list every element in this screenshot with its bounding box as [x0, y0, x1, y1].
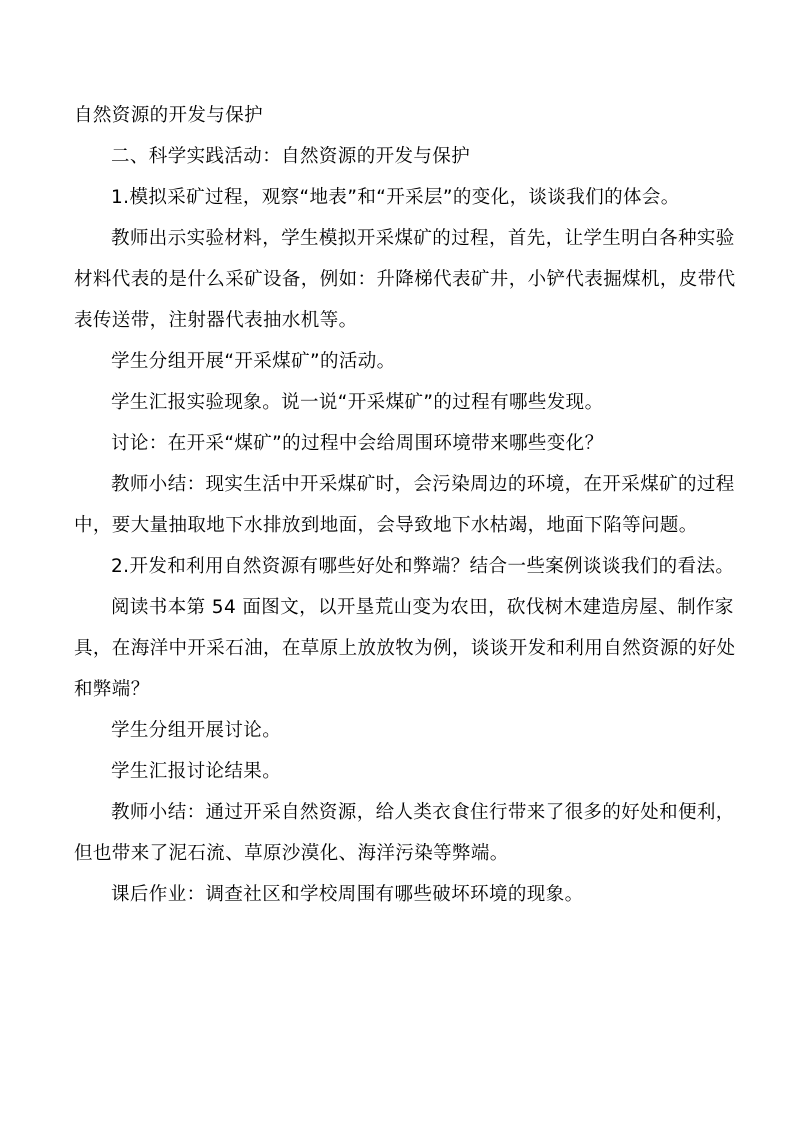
paragraph-teacher-materials	[74, 223, 736, 336]
paragraph-line: 表传送带，注射器代表抽水机等。	[74, 310, 358, 331]
section-heading: 二、科学实践活动：自然资源的开发与保护	[111, 146, 471, 167]
paragraph-group-discussion	[74, 715, 728, 746]
paragraph-report-phenomena	[74, 387, 728, 418]
paragraph-homework	[74, 879, 728, 910]
paragraph-step-1	[74, 182, 728, 213]
paragraph-teacher-summary-2	[74, 797, 735, 869]
paragraph-line: 学生汇报讨论结果。	[111, 761, 282, 782]
paragraph-line: 教师出示实验材料，学生模拟开采煤矿的过程，首先，让学生明白各种实验	[111, 228, 735, 249]
paragraph-line: 材料代表的是什么采矿设备，例如：升降梯代表矿井，小铲代表掘煤机，皮带代	[74, 269, 736, 290]
paragraph-step-2	[74, 551, 735, 582]
paragraph-teacher-summary-1	[74, 469, 735, 541]
paragraph-line: 但也带来了泥石流、草原沙漠化、海洋污染等弊端。	[74, 843, 509, 864]
paragraph-line: 学生分组开展讨论。	[111, 720, 282, 741]
paragraph-line: 1.模拟采矿过程，观察“地表”和“开采层”的变化，谈谈我们的体会。	[111, 187, 680, 208]
paragraph-report-discussion	[74, 756, 728, 787]
paragraph-line: 和弊端？	[74, 679, 150, 700]
document-body	[74, 100, 736, 910]
paragraph-line: 2.开发和利用自然资源有哪些好处和弊端？结合一些案例谈谈我们的看法。	[111, 556, 735, 577]
paragraph-line: 具，在海洋中开采石油，在草原上放放牧为例，谈谈开发和利用自然资源的好处	[74, 638, 736, 659]
paragraph-line: 学生汇报实验现象。说一说“开采煤矿”的过程有哪些发现。	[111, 392, 604, 413]
paragraph-line: 中，要大量抽取地下水排放到地面，会导致地下水枯竭，地面下陷等问题。	[74, 515, 698, 536]
paragraph-reading	[74, 592, 736, 705]
paragraph-line: 课后作业：调查社区和学校周围有哪些破坏环境的现象。	[111, 884, 584, 905]
document-title: 自然资源的开发与保护	[74, 105, 264, 126]
paragraph-group-activity	[74, 346, 728, 377]
paragraph-discussion	[74, 428, 728, 459]
paragraph-line: 讨论：在开采“煤矿”的过程中会给周围环境带来哪些变化？	[111, 433, 604, 454]
paragraph-line: 阅读书本第 54 面图文，以开垦荒山变为农田，砍伐树木建造房屋、制作家	[111, 597, 734, 618]
paragraph-line: 学生分组开展“开采煤矿”的活动。	[111, 351, 396, 372]
paragraph-line: 教师小结：现实生活中开采煤矿时，会污染周边的环境，在开采煤矿的过程	[111, 474, 735, 495]
paragraph-line: 教师小结：通过开采自然资源，给人类衣食住行带来了很多的好处和便利，	[111, 802, 735, 823]
